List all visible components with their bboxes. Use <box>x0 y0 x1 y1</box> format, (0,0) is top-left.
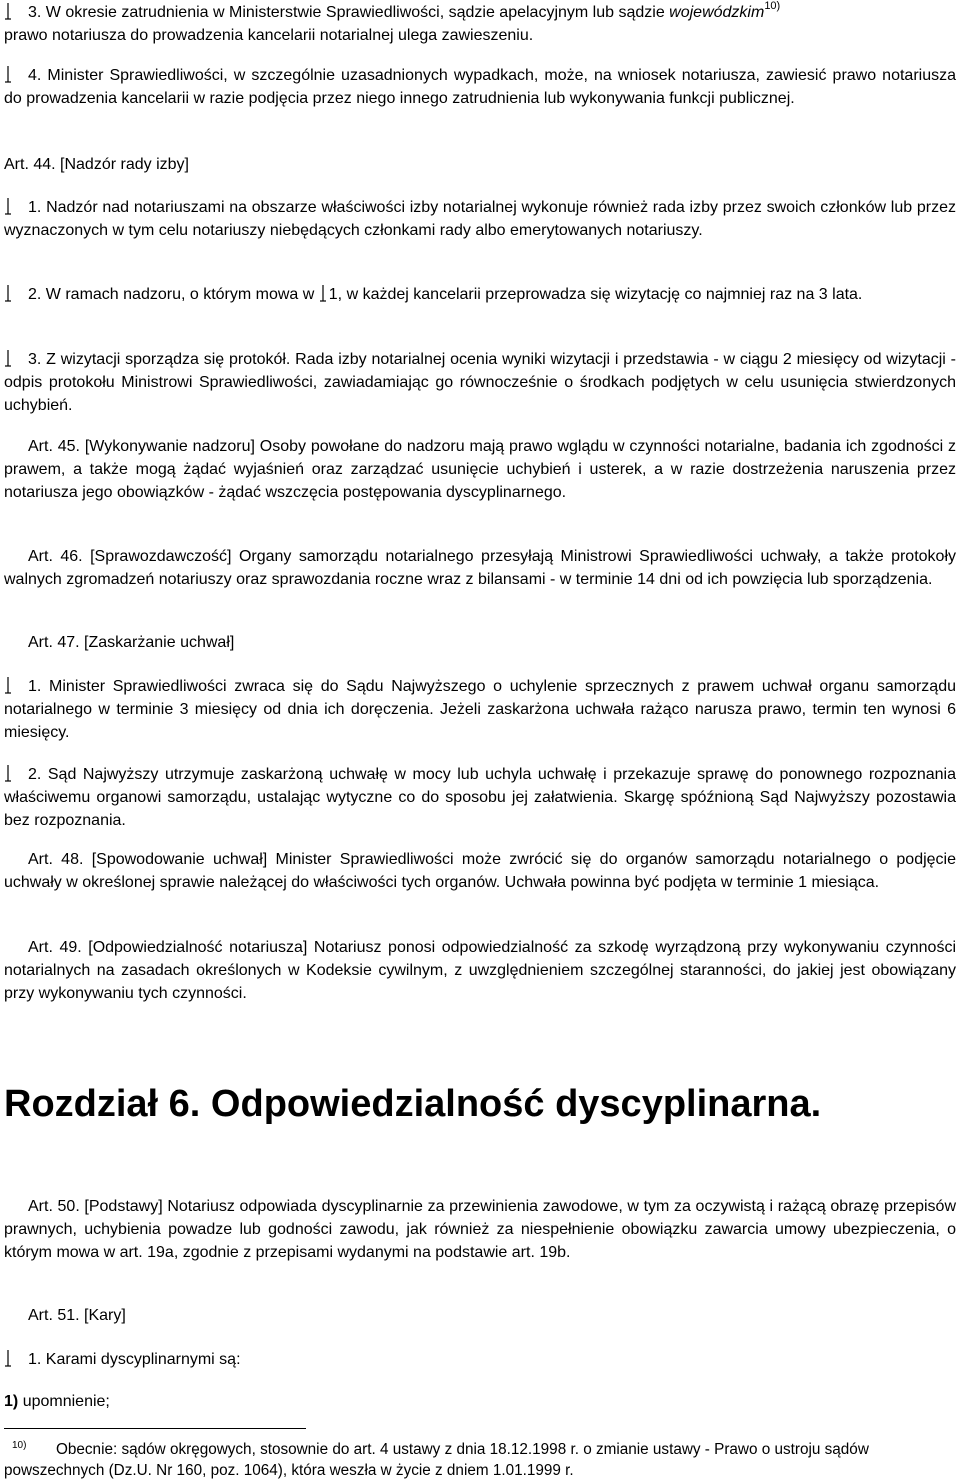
article-44-paragraph-2: 2. W ramach nadzoru, o którym mowa w 1, w każdej kancelarii przeprowadza się wizytację co najmniej raz na 3 lata. <box>4 284 956 307</box>
article-48: Art. 48. [Spowodowanie uchwał] Minister Sprawiedliwości może zwrócić się do organów samorządu notarialnego o podjęcie uchwały w określonej sprawie należącej do właściwości tych organów. Uchwała powinna być podjęta w terminie 1 miesiąca. <box>4 851 956 891</box>
section-mark <box>4 764 28 787</box>
section-mark <box>4 2 28 25</box>
footnote-marker: 10) <box>12 1440 27 1451</box>
chapter-title: Rozdział 6. Odpowiedzialność dyscyplinarna. <box>4 1083 822 1125</box>
section-mark <box>4 65 28 88</box>
section-sign-icon <box>4 1349 12 1367</box>
section-sign-icon <box>319 284 327 302</box>
list-item-text: upomnienie; <box>22 1393 110 1410</box>
article-44-paragraph-3: 3. Z wizytacji sporządza się protokół. Rada izby notarialnej ocenia wyniki wizytacji i przedstawia - w ciągu 2 miesięcy od wizytacji - odpis protokołu Ministrowi Sprawiedliwości, zawiadamiając go równocześnie o środkach podjętych w celu usunięcia stwierdzonych uchybień. <box>4 351 956 414</box>
paragraph-4: 4. Minister Sprawiedliwości, w szczególnie uzasadnionych wypadkach, może, na wniosek notariusza, zawiesić prawo notariusza do prowadzenia kancelarii w razie podjęcia przez niego innego zatrudnienia lub wykonywania funkcji publicznej. <box>4 67 956 107</box>
section-mark <box>4 349 28 372</box>
article-51-paragraph-1: 1. Karami dyscyplinarnymi są: <box>4 1349 956 1372</box>
article-45: Art. 45. [Wykonywanie nadzoru] Osoby powołane do nadzoru mają prawo wglądu w czynności notarialne, badania ich zgodności z prawem, a także mogą żądać wyjaśnień oraz zarządzać usunięcie uchybień i usterek, a w razie dostrzeżenia naruszenia przez notariusza jego obowiązków - żądać wszczęcia postępowania dyscyplinarnego. <box>4 438 956 501</box>
section-sign-icon <box>4 764 12 782</box>
article-47-heading: Art. 47. [Zaskarżanie uchwał] <box>28 634 235 651</box>
section-sign-icon <box>4 2 12 20</box>
section-sign-icon <box>4 284 12 302</box>
list-item <box>4 1391 956 1414</box>
section-mark <box>4 676 28 699</box>
section-mark <box>4 1349 28 1372</box>
section-sign-icon <box>4 197 12 215</box>
article-50: Art. 50. [Podstawy] Notariusz odpowiada dyscyplinarnie za przewinienia zawodowe, w tym za oczywistą i rażącą obrazę przepisów prawnych, uchybienia powadze lub godności zawodu, jak również za niespełnienie obowiązku zawarcia umowy ubezpieczenia, o którym mowa w art. 19a, zgodnie z przepisami wydanymi na podstawie art. 19b. <box>4 1198 956 1261</box>
footnote-ref[interactable]: 10) <box>764 0 781 12</box>
list-item-number: 1) <box>4 1393 19 1410</box>
section-sign-icon <box>4 349 12 367</box>
article-51-heading: Art. 51. [Kary] <box>28 1307 126 1324</box>
section-mark <box>4 284 28 307</box>
paragraph-number: 3. <box>28 4 42 21</box>
section-sign-icon <box>4 676 12 694</box>
paragraph-3: 3. W okresie zatrudnienia w Ministerstwie Sprawiedliwości, sądzie apelacyjnym lub sądzie wojewódzkim$^{10)}$ prawo notariusza do prowadzenia kancelarii notarialnej ulega zawieszeniu. <box>4 0 781 44</box>
article-47-paragraph-1: 1. Minister Sprawiedliwości zwraca się do Sądu Najwyższego o uchylenie sprzecznych z prawem uchwał organu samorządu notarialnego w terminie 3 miesięcy od dnia ich doręczenia. Jeżeli zaskarżona uchwała rażąco narusza prawo, termin ten wynosi 6 miesięcy. <box>4 678 957 741</box>
footnote-text: Obecnie: sądów okręgowych, stosownie do art. 4 ustawy z dnia 18.12.1998 r. o zmianie ustawy - Prawo o ustroju sądów powszechnych (Dz.U. Nr 160, poz. 1064), która weszła w życie z dniem 1.01.1999 r. <box>4 1441 869 1479</box>
section-mark <box>4 197 28 220</box>
article-47-paragraph-2: 2. Sąd Najwyższy utrzymuje zaskarżoną uchwałę w mocy lub uchyla uchwałę i przekazuje sprawę do ponownego rozpoznania właściwemu organowi samorządu, ustalając wytyczne co do sposobu jej załatwienia. Skargę spóźnioną Sąd Najwyższy pozostawia bez rozpoznania. <box>4 766 956 829</box>
article-44-heading: Art. 44. [Nadzór rady izby] <box>4 156 189 173</box>
article-46: Art. 46. [Sprawozdawczość] Organy samorządu notarialnego przesyłają Ministrowi Sprawiedliwości uchwały, a także protokoły walnych zgromadzeń notariuszy oraz sprawozdania roczne wraz z bilansami - w terminie 14 dni od ich powzięcia lub sporządzenia. <box>4 548 956 588</box>
document-page <box>4 0 957 1479</box>
footnote <box>4 1435 956 1481</box>
article-49: Art. 49. [Odpowiedzialność notariusza] Notariusz ponosi odpowiedzialność za szkodę wyrządzoną przy wykonywaniu czynności notarialnych na zasadach określonych w Kodeksie cywilnym, z uwzględnieniem szczególnej staranności, do jakiej jest obowiązany przy wykonywaniu tych czynności. <box>4 939 956 1002</box>
article-44-paragraph-1: 1. Nadzór nad notariuszami na obszarze właściwości izby notarialnej wykonuje również rada izby przez swoich członków lub przez wyznaczonych w tym celu notariuszy niebędących członkami rady albo emerytowanych notariuszy. <box>4 199 956 239</box>
section-sign-icon <box>4 65 12 83</box>
footnote-divider <box>4 1428 306 1429</box>
